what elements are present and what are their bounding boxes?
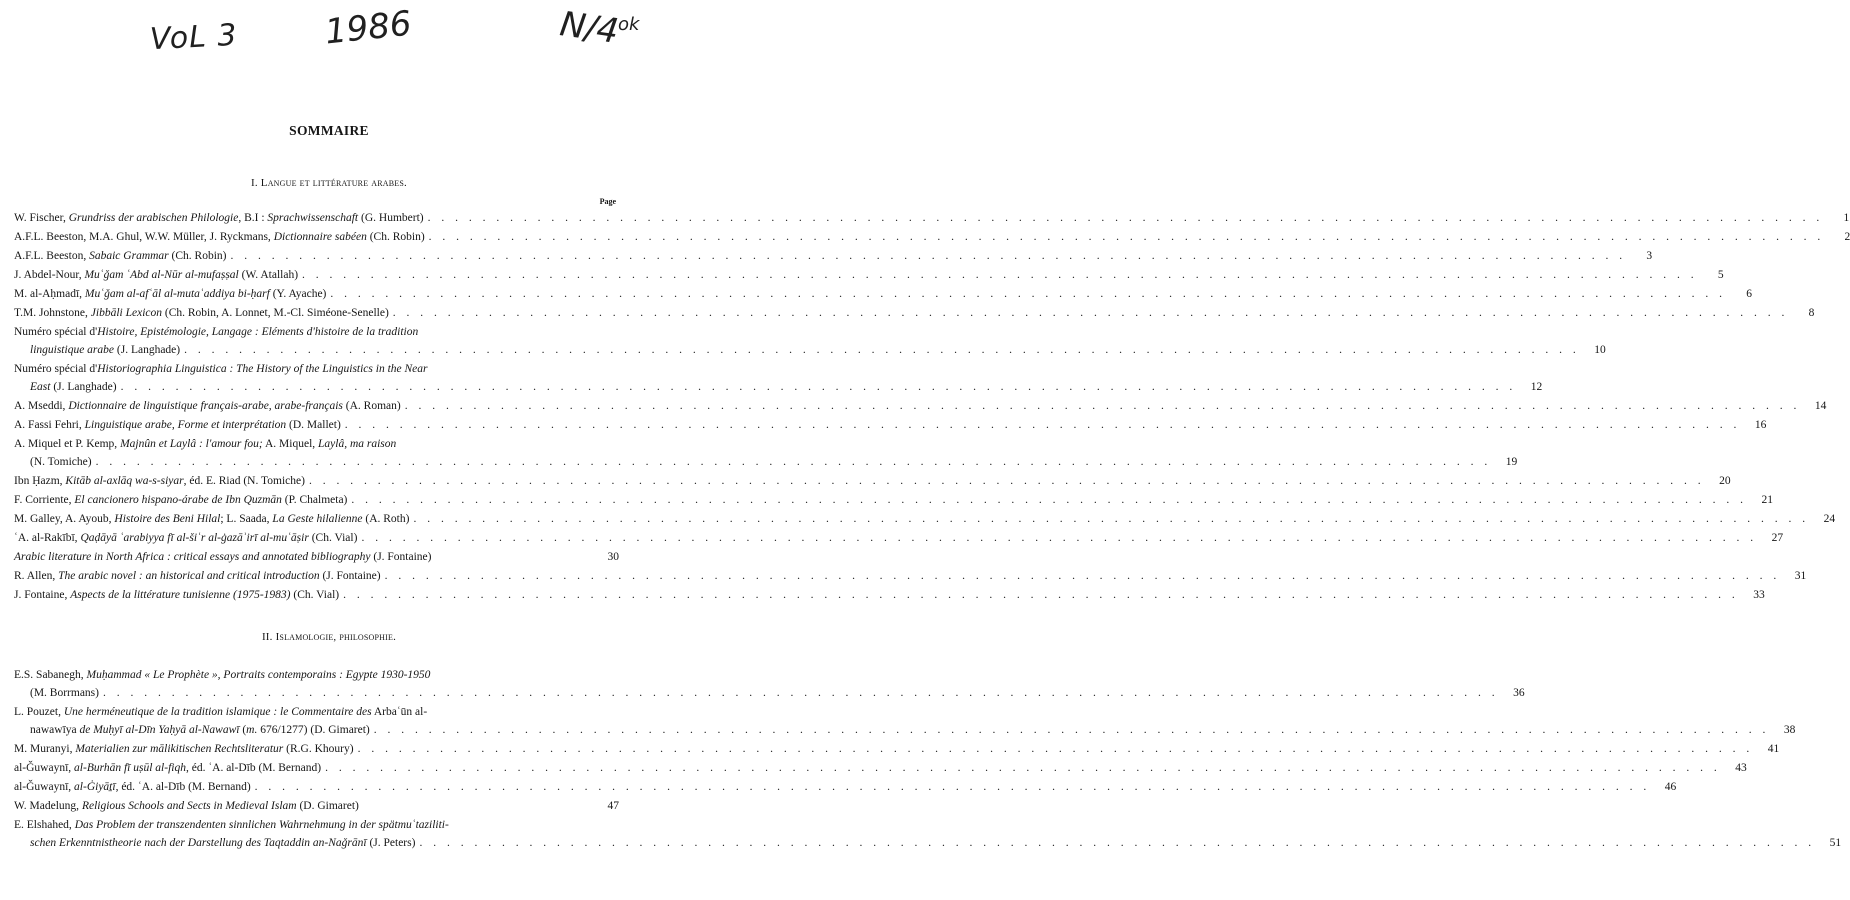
section-heading-islamologie: II. Islamologie, philosophie. <box>261 631 397 643</box>
toc-entry-line <box>14 416 1767 434</box>
toc-entry-text: al-Ǧuwaynī, al-Ġiyāṯī, éd. ʿA. al-Dīb (M. Bernand) <box>14 781 251 793</box>
toc-page-number: 38 <box>1783 724 1796 736</box>
leader-dots <box>389 304 1787 322</box>
page-title: SOMMAIRE <box>289 123 369 138</box>
toc-entry-text: ʿA. al-Rakībī, Qaḍāyā ʿarabiyya fī al-šiʿr al-ġazāʾirī al-muʿāṣir (Ch. Vial) <box>14 532 358 544</box>
toc-entry-line <box>14 435 619 453</box>
toc-entry-line <box>14 360 619 378</box>
leader-dots <box>92 453 1490 471</box>
toc-entry-text: R. Allen, The arabic novel : an historical and critical introduction (J. Fontaine) <box>14 570 381 582</box>
toc-entry-text: A. Miquel et P. Kemp, Majnûn et Laylâ : l'amour fou; A. Miquel, Laylâ, ma raison <box>14 438 397 450</box>
leader-dots <box>341 416 1739 434</box>
toc-entry-line <box>14 666 619 684</box>
toc-page-number: 5 <box>1717 269 1724 281</box>
leader-dots <box>226 247 1624 265</box>
toc-page-number: 43 <box>1735 762 1747 774</box>
toc-entry-text: M. Galley, A. Ayoub, Histoire des Beni Hilal; L. Saada, La Geste hilalienne (A. Roth) <box>14 513 410 525</box>
leader-dots <box>415 834 1813 852</box>
toc-entry <box>14 360 1543 396</box>
toc-page-number: 20 <box>1719 475 1731 487</box>
toc-entry-line <box>14 834 1842 852</box>
toc-entry <box>14 797 619 815</box>
toc-entry-text: Numéro spécial d'Historiographia Linguistica : The History of the Linguistics in the Near <box>14 363 428 375</box>
toc-entry-line <box>14 703 619 721</box>
toc-entry <box>14 285 1753 303</box>
toc-entry <box>14 666 1525 702</box>
toc-page-number: 41 <box>1767 743 1780 755</box>
toc-entry <box>14 416 1767 434</box>
leader-dots <box>326 285 1724 303</box>
toc-page-number: 12 <box>1530 381 1543 393</box>
toc-entry-line <box>14 472 1731 490</box>
leader-dots <box>354 740 1752 758</box>
toc-entry-text: Ibn Ḥazm, Kitāb al-axlāq wa-s-siyar, éd. E. Riad (N. Tomiche) <box>14 475 305 487</box>
leader-dots <box>180 341 1578 359</box>
toc-entry-text: J. Fontaine, Aspects de la littérature tunisienne (1975-1983) (Ch. Vial) <box>14 589 340 601</box>
leader-dots <box>401 397 1799 415</box>
leader-dots <box>339 586 1737 604</box>
toc-entry-line <box>14 567 1807 585</box>
section-2-entry-list <box>14 666 1842 853</box>
toc-entry-line <box>14 323 619 341</box>
leader-dots <box>251 778 1649 796</box>
toc-entry <box>14 323 1606 359</box>
toc-entry-line <box>14 529 1784 547</box>
toc-page-number: 8 <box>1808 307 1815 319</box>
section-heading-langue: I. Langue et littérature arabes. <box>251 177 407 189</box>
toc-entry <box>14 759 1747 777</box>
toc-entry-text: W. Madelung, Religious Schools and Sects in Medieval Islam (D. Gimaret) <box>14 800 359 812</box>
toc-entry <box>14 228 1850 246</box>
toc-entry <box>14 703 1796 739</box>
toc-entry-line <box>14 797 619 815</box>
handwritten-ok-note: ok <box>618 14 640 35</box>
toc-entry-line <box>14 209 1850 227</box>
leader-dots <box>347 491 1745 509</box>
toc-entry <box>14 472 1731 490</box>
toc-entry <box>14 266 1724 284</box>
toc-entry <box>14 435 1518 471</box>
toc-page-number: 19 <box>1505 456 1518 468</box>
toc-entry-line <box>14 684 1525 702</box>
leader-dots <box>117 378 1515 396</box>
toc-entry-line <box>14 378 1543 396</box>
toc-entry-line <box>14 778 1677 796</box>
leader-dots <box>381 567 1779 585</box>
toc-entry-line <box>14 397 1827 415</box>
leader-dots <box>425 228 1823 246</box>
toc-entry-text: linguistique arabe (J. Langhade) <box>30 344 181 356</box>
toc-entry-line <box>14 759 1747 777</box>
toc-entry <box>14 510 1836 528</box>
toc-entry-text: T.M. Johnstone, Jibbāli Lexicon (Ch. Robin, A. Lonnet, M.-Cl. Siméone-Senelle) <box>14 307 389 319</box>
toc-entry-text: E.S. Sabanegh, Muḥammad « Le Prophète », Portraits contemporains : Egypte 1930-1950 <box>14 669 431 681</box>
toc-page-number: 16 <box>1754 419 1767 431</box>
toc-entry <box>14 397 1827 415</box>
toc-entry <box>14 778 1677 796</box>
toc-entry-text: Arabic literature in North Africa : critical essays and annotated bibliography (J. Fontaine) <box>14 551 432 563</box>
toc-entry-text: al-Ǧuwaynī, al-Burhān fī uṣūl al-fiqh, éd. ʿA. al-Dīb (M. Bernand) <box>14 762 322 774</box>
toc-entry-text: A. Fassi Fehri, Linguistique arabe, Forme et interprétation (D. Mallet) <box>14 419 341 431</box>
toc-entry-line <box>14 510 1836 528</box>
toc-entry-line <box>14 548 619 566</box>
toc-entry-text: A.F.L. Beeston, Sabaic Grammar (Ch. Robin) <box>14 250 227 262</box>
toc-page-number: 6 <box>1746 288 1753 300</box>
toc-entry-line <box>14 266 1724 284</box>
toc-entry <box>14 548 619 566</box>
toc-entry-text: J. Abdel-Nour, Muʿǧam ʿAbd al-Nūr al-mufaṣṣal (W. Atallah) <box>14 269 299 281</box>
handwritten-year-note: 1986 <box>323 3 414 53</box>
toc-entry-text: nawawīya de Muḥyī al-Dīn Yaḥyā al-Nawawī (m. 676/1277) (D. Gimaret) <box>30 724 370 736</box>
toc-page-number: 1 <box>1843 212 1850 224</box>
toc-page-number: 33 <box>1753 589 1765 601</box>
leader-dots <box>370 721 1768 739</box>
toc-entry <box>14 567 1807 585</box>
section-1-entry-list <box>14 209 1850 605</box>
toc-entry-text: (M. Borrmans) <box>30 687 99 699</box>
toc-entry-text: M. al-Aḥmadī, Muʿǧam al-afʿāl al-mutaʿaddiya bi-ḥarf (Y. Ayache) <box>14 288 327 300</box>
leader-dots <box>424 209 1822 227</box>
leader-dots <box>409 510 1807 528</box>
toc-entry-line <box>14 453 1518 471</box>
toc-entry-text: F. Corriente, El cancionero hispano-árabe de Ibn Quzmān (P. Chalmeta) <box>14 494 348 506</box>
handwritten-volume-note: VoL 3 <box>149 17 239 58</box>
toc-entry-text: A.F.L. Beeston, M.A. Ghul, W.W. Müller, J. Ryckmans, Dictionnaire sabéen (Ch. Robin) <box>14 231 425 243</box>
toc-entry-text: schen Erkenntnistheorie nach der Darstellung des Taqtaddin an-Naǧrānī (J. Peters) <box>30 837 416 849</box>
toc-page-number: 24 <box>1823 513 1836 525</box>
toc-entry <box>14 816 1842 852</box>
toc-entry-text: W. Fischer, Grundriss der arabischen Philologie, B.I : Sprachwissenschaft (G. Humbert) <box>14 212 424 224</box>
toc-page-number: 51 <box>1829 837 1842 849</box>
toc-entry-text: Numéro spécial d'Histoire, Epistémologie, Langage : Eléments d'histoire de la tradition <box>14 326 419 338</box>
toc-page-number: 31 <box>1794 570 1807 582</box>
leader-dots <box>298 266 1696 284</box>
toc-entry-line <box>14 228 1850 246</box>
leader-dots <box>321 759 1719 777</box>
toc-page-number: 14 <box>1814 400 1827 412</box>
toc-entry-line <box>14 816 619 834</box>
toc-entry <box>14 491 1774 509</box>
toc-page-number: 47 <box>607 800 619 812</box>
handwritten-reference-note: N/4 <box>557 4 622 52</box>
toc-entry-line <box>14 740 1780 758</box>
toc-entry <box>14 304 1815 322</box>
toc-page-number: 46 <box>1664 781 1677 793</box>
toc-page-number: 27 <box>1771 532 1784 544</box>
toc-page-number: 10 <box>1594 344 1606 356</box>
toc-page-number: 30 <box>607 551 619 563</box>
toc-page-number: 2 <box>1844 231 1850 243</box>
toc-entry-line <box>14 304 1815 322</box>
toc-entry <box>14 529 1784 547</box>
toc-entry-text: A. Mseddi, Dictionnaire de linguistique français-arabe, arabe-français (A. Roman) <box>14 400 401 412</box>
toc-entry-line <box>14 586 1765 604</box>
leader-dots <box>305 472 1703 490</box>
toc-entry-text: East (J. Langhade) <box>30 381 117 393</box>
toc-page-number: 3 <box>1646 250 1653 262</box>
toc-entry-text: E. Elshahed, Das Problem der transzendenten sinnlichen Wahrnehmung in der spätmuʿtaziliti- <box>14 819 449 831</box>
toc-entry-line <box>14 341 1606 359</box>
toc-entry-line <box>14 247 1653 265</box>
toc-page-number: 36 <box>1513 687 1525 699</box>
toc-entry-text: M. Muranyi, Materialien zur mālikitischen Rechtsliteratur (R.G. Khoury) <box>14 743 354 755</box>
leader-dots <box>99 684 1497 702</box>
toc-entry-line <box>14 491 1774 509</box>
toc-entry-line <box>14 285 1753 303</box>
page-column-label: Page <box>599 197 616 206</box>
toc-entry <box>14 740 1780 758</box>
toc-entry-text: (N. Tomiche) <box>30 456 92 468</box>
toc-entry <box>14 247 1653 265</box>
toc-entry-line <box>14 721 1796 739</box>
toc-page-number: 21 <box>1761 494 1774 506</box>
toc-entry <box>14 209 1850 227</box>
leader-dots <box>357 529 1755 547</box>
toc-entry <box>14 586 1765 604</box>
toc-entry-text: L. Pouzet, Une herméneutique de la tradition islamique : le Commentaire des Arbaʿūn al- <box>14 706 428 718</box>
